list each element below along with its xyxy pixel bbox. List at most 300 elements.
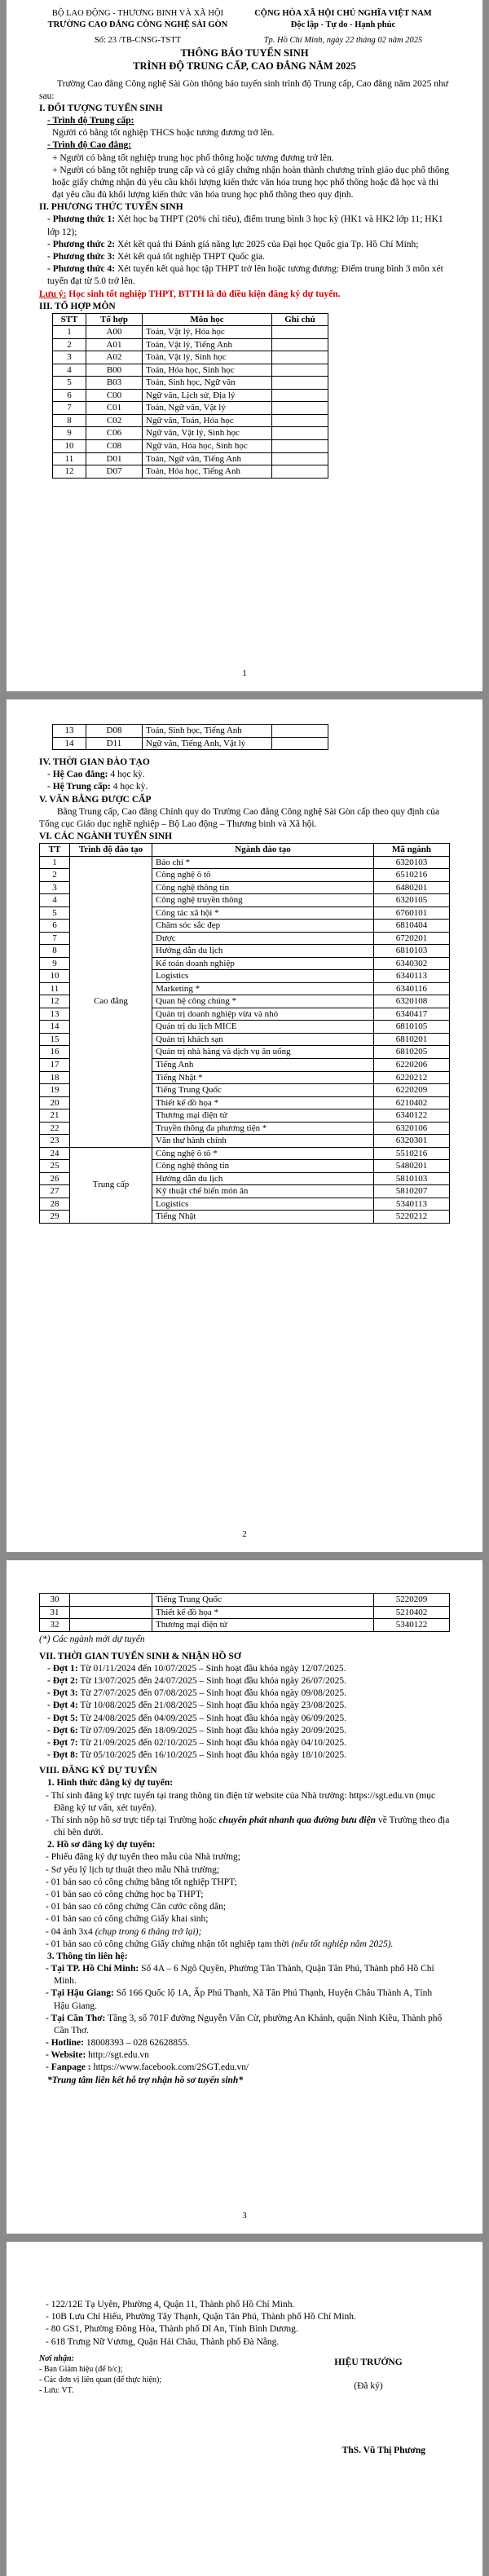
ministry-name: BỘ LAO ĐỘNG - THƯƠNG BINH VÀ XÃ HỘI [51, 9, 224, 18]
major-tt: 2 [40, 869, 70, 882]
section-3-heading: III. TỔ HỢP MÔN [39, 301, 116, 311]
round-label: - Đợt 3: [47, 1688, 78, 1699]
major-code: 6720201 [374, 932, 450, 945]
signer-title: HIỆU TRƯỞNG [334, 2357, 403, 2367]
list-item: - Phiếu đăng ký dự tuyển theo mẫu của Nhà trường; [46, 1852, 240, 1863]
major-code: 6320106 [374, 1122, 450, 1135]
method-2-label: - Phương thức 2: [47, 239, 116, 249]
major-level [70, 1606, 152, 1619]
table-row [53, 725, 328, 738]
combo-note [272, 737, 328, 750]
major-code: 6810201 [374, 1033, 450, 1046]
page-2 [7, 699, 482, 1552]
combo-note [272, 364, 328, 377]
major-code: 6320103 [374, 856, 450, 869]
major-code: 6320105 [374, 894, 450, 907]
round-text: Từ 05/10/2025 đến 16/10/2025 – Sinh hoạt đầu khóa ngày 18/10/2025. [77, 1750, 346, 1761]
round-label: - Đợt 8: [47, 1750, 78, 1761]
cao-dang-label: - Trình độ Cao đẳng: [47, 140, 132, 151]
table-row [53, 351, 328, 364]
round-text: Từ 10/08/2025 đến 21/08/2025 – Sinh hoạt đầu khóa ngày 23/08/2025. [77, 1700, 346, 1711]
combo-stt: 11 [53, 452, 86, 465]
school-name: TRƯỜNG CAO ĐẲNG CÔNG NGHỆ SÀI GÒN [47, 20, 228, 29]
dossier-cert-text: - 01 bản sao có công chứng Giấy chứng nhận tốt nghiệp tạm thời [46, 1939, 292, 1949]
major-name: Công nghệ ô tô * [152, 1147, 374, 1160]
table-row [40, 1594, 450, 1607]
combo-subjects: Toán, Hóa học, Sinh học [143, 364, 272, 377]
major-tt: 4 [40, 894, 70, 907]
col-level: Trình độ đào tạo [70, 844, 152, 857]
reg-method-heading: 1. Hình thức đăng ký dự tuyển: [47, 1778, 174, 1789]
contact-heading: 3. Thông tin liên hệ: [47, 1951, 128, 1961]
combo-stt: 14 [53, 737, 86, 750]
major-code: 6320301 [374, 1135, 450, 1148]
major-level [70, 1594, 152, 1607]
major-code: 6340113 [374, 970, 450, 983]
combo-stt: 6 [53, 389, 86, 402]
majors-table [39, 843, 450, 1223]
recipient-3: - Lưu: VT. [39, 2386, 74, 2396]
combo-code: C06 [86, 427, 143, 440]
major-tt: 6 [40, 920, 70, 933]
dossier-list [39, 1851, 450, 1925]
major-name: Tiếng Trung Quốc [152, 1084, 374, 1097]
list-item: - 01 bản sao có công chứng Giấy khai sinh; [46, 1914, 209, 1925]
major-tt: 20 [40, 1096, 70, 1109]
major-tt: 25 [40, 1160, 70, 1173]
combo-code: C00 [86, 389, 143, 402]
country-name: CỘNG HÒA XÃ HỘI CHỦ NGHĨA VIỆT NAM [254, 9, 432, 18]
duration-cd [39, 769, 450, 781]
round-text: Từ 21/09/2025 đến 02/10/2025 – Sinh hoạt đầu khóa ngày 04/10/2025. [77, 1737, 346, 1748]
table-row [53, 326, 328, 339]
major-level: Cao đẳng [70, 856, 152, 1147]
contact-text: http://sgt.edu.vn [86, 2050, 149, 2061]
method-3 [39, 251, 450, 263]
list-item: - 01 bản sao có công chứng Căn cước công dân; [46, 1902, 227, 1912]
major-tt: 17 [40, 1059, 70, 1072]
combo-note [272, 326, 328, 339]
list-item: - 10B Lưu Chí Hiếu, Phường Tây Thạnh, Quận Tân Phú, Thành phố Hồ Chí Minh. [46, 2312, 356, 2322]
admission-note [39, 289, 450, 301]
major-tt: 32 [40, 1619, 70, 1632]
major-name: Chăm sóc sắc đẹp [152, 920, 374, 933]
list-item [39, 2049, 450, 2062]
major-name: Dược [152, 932, 374, 945]
trung-cap-text: Người có bằng tốt nghiệp THCS hoặc tương đương trở lên. [52, 128, 275, 139]
major-code: 6480201 [374, 881, 450, 894]
intro-paragraph: Trường Cao đẳng Công nghệ Sài Gòn thông báo tuyển sinh trình độ Trung cấp, Cao đẳng năm 2025 như sau: [39, 78, 449, 101]
combo-code: C01 [86, 402, 143, 415]
major-tt: 3 [40, 881, 70, 894]
table-row [53, 377, 328, 390]
table-row [53, 389, 328, 402]
page-1 [7, 0, 482, 691]
major-tt: 29 [40, 1211, 70, 1224]
reg-offline-post: về Trường theo địa chỉ bên dưới. [54, 1815, 450, 1838]
combo-stt: 9 [53, 427, 86, 440]
major-tt: 19 [40, 1084, 70, 1097]
majors-table-cont [39, 1593, 450, 1632]
list-item [39, 1700, 450, 1712]
major-name: Tiếng Nhật [152, 1211, 374, 1224]
major-code: 5210402 [374, 1606, 450, 1619]
combo-stt: 3 [53, 351, 86, 364]
signed-status: (Đã ký) [354, 2380, 383, 2391]
col-stt: STT [53, 313, 86, 326]
list-item [39, 1963, 450, 1987]
contact-text: Tầng 3, số 701F đường Nguyễn Văn Cừ, phường An Khánh, quận Ninh Kiều, Thành phố Cần Thơ. [54, 2013, 443, 2036]
round-label: - Đợt 7: [47, 1737, 78, 1748]
major-code: 6760101 [374, 906, 450, 920]
major-level: Trung cấp [70, 1147, 152, 1223]
table-row [53, 402, 328, 415]
major-name: Hướng dẫn du lịch [152, 945, 374, 958]
combo-note [272, 725, 328, 738]
major-tt: 16 [40, 1046, 70, 1059]
reg-offline-pre: - Thí sinh nộp hồ sơ trực tiếp tại Trường hoặc [46, 1815, 219, 1825]
combo-subjects: Ngữ văn, Lịch sử, Địa lý [143, 389, 272, 402]
combo-stt: 5 [53, 377, 86, 390]
trung-cap-label: - Trình độ Trung cấp: [47, 116, 134, 126]
recipient-1: - Ban Giám hiệu (để b/c); [39, 2364, 123, 2374]
combo-note [272, 452, 328, 465]
list-item [39, 2062, 450, 2074]
section-5-heading: V. VĂN BẰNG ĐƯỢC CẤP [39, 794, 152, 805]
combo-note [272, 377, 328, 390]
combo-stt: 7 [53, 402, 86, 415]
major-tt: 24 [40, 1147, 70, 1160]
major-code: 5480201 [374, 1160, 450, 1173]
list-item [39, 1725, 450, 1737]
section-1-heading: I. ĐỐI TƯỢNG TUYỂN SINH [39, 103, 163, 113]
method-3-label: - Phương thức 3: [47, 251, 116, 262]
major-tt: 22 [40, 1122, 70, 1135]
major-name: Truyền thông đa phương tiện * [152, 1122, 374, 1135]
col-tt: TT [40, 844, 70, 857]
page-number: 3 [242, 2211, 247, 2221]
signature-block [39, 2353, 450, 2397]
table-row [53, 440, 328, 453]
combo-code: B03 [86, 377, 143, 390]
major-name: Kỹ thuật chế biến món ăn [152, 1185, 374, 1198]
combo-stt: 13 [53, 725, 86, 738]
dossier-photo [39, 1926, 450, 1939]
round-label: - Đợt 5: [47, 1713, 78, 1723]
major-name: Logistics [152, 970, 374, 983]
major-code: 6810105 [374, 1021, 450, 1034]
list-item [39, 1987, 450, 2012]
combo-subjects: Toán, Ngữ văn, Vật lý [143, 402, 272, 415]
contact-text: 18008393 – 028 62628855. [83, 2038, 190, 2049]
national-motto: Độc lập - Tự do - Hạnh phúc [290, 20, 396, 29]
major-name: Quản trị nhà hàng và dịch vụ ăn uống [152, 1046, 374, 1059]
combo-subjects: Toán, Sinh học, Ngữ văn [143, 377, 272, 390]
combo-stt: 10 [53, 440, 86, 453]
reg-offline-text [39, 1815, 450, 1839]
major-name: Công nghệ thông tin [152, 881, 374, 894]
major-code: 6340116 [374, 982, 450, 995]
major-code: 6810103 [374, 945, 450, 958]
major-code: 6340122 [374, 1109, 450, 1123]
combo-stt: 4 [53, 364, 86, 377]
major-tt: 11 [40, 982, 70, 995]
note-label: Lưu ý: [39, 289, 67, 299]
combo-stt: 2 [53, 338, 86, 351]
major-tt: 31 [40, 1606, 70, 1619]
major-tt: 10 [40, 970, 70, 983]
duration-tc [39, 781, 450, 793]
method-4 [39, 263, 450, 288]
col-mon-hoc: Môn học [143, 313, 272, 326]
major-tt: 13 [40, 1008, 70, 1021]
major-tt: 12 [40, 995, 70, 1008]
contact-label: - Tại Hậu Giang: [46, 1988, 114, 1999]
list-item [39, 2037, 450, 2049]
signer-name: ThS. Vũ Thị Phương [341, 2446, 425, 2456]
major-tt: 28 [40, 1198, 70, 1211]
dossier-heading: 2. Hồ sơ đăng ký dự tuyển: [47, 1840, 156, 1850]
round-text: Từ 13/07/2025 đến 24/07/2025 – Sinh hoạt đầu khóa ngày 26/07/2025. [77, 1676, 346, 1687]
combo-code: D11 [86, 737, 143, 750]
table-row [40, 1147, 450, 1160]
majors-footnote: (*) Các ngành mới dự tuyển [39, 1634, 145, 1644]
section-8-heading: VIII. ĐĂNG KÝ DỰ TUYỂN [39, 1766, 157, 1776]
title-line-1: THÔNG BÁO TUYỂN SINH [180, 46, 309, 59]
contact-list [39, 1963, 450, 2075]
page-number: 2 [242, 1529, 247, 1540]
list-item: - 80 GS1, Phường Đông Hòa, Thành phố Dĩ An, Tỉnh Bình Dương. [46, 2324, 298, 2335]
combo-code: B00 [86, 364, 143, 377]
combo-subjects: Toán, Vật lý, Hóa học [143, 326, 272, 339]
rounds-list [39, 1663, 450, 1762]
round-text: Từ 01/11/2024 đến 10/07/2025 – Sinh hoạt đầu khóa ngày 12/07/2025. [77, 1663, 346, 1674]
table-row [53, 427, 328, 440]
major-code: 6220212 [374, 1071, 450, 1084]
major-code: 6220209 [374, 1084, 450, 1097]
major-name: Kế toán doanh nghiệp [152, 957, 374, 970]
contact-label: - Fanpage : [46, 2062, 91, 2073]
list-item: - Sơ yếu lý lịch tự thuật theo mẫu Nhà trường; [46, 1864, 220, 1875]
subject-combo-table [52, 313, 328, 479]
page-number: 1 [242, 668, 247, 679]
table-row [53, 465, 328, 479]
section-6-heading: VI. CÁC NGÀNH TUYỂN SINH [39, 831, 173, 842]
table-row [53, 452, 328, 465]
major-name: Văn thư hành chính [152, 1135, 374, 1148]
round-text: Từ 07/09/2025 đến 18/09/2025 – Sinh hoạt đầu khóa ngày 20/09/2025. [77, 1725, 346, 1736]
combo-note [272, 389, 328, 402]
partner-addresses [39, 2299, 450, 2349]
major-name: Tiếng Anh [152, 1059, 374, 1072]
round-label: - Đợt 2: [47, 1676, 78, 1687]
document-date: Tp. Hồ Chí Minh, ngày 22 tháng 02 năm 2025 [263, 35, 423, 45]
major-name: Tiếng Nhật * [152, 1071, 374, 1084]
major-code: 6220206 [374, 1059, 450, 1072]
major-name: Hướng dẫn du lịch [152, 1172, 374, 1185]
contact-text: https://www.facebook.com/2SGT.edu.vn/ [90, 2062, 249, 2073]
major-tt: 30 [40, 1594, 70, 1607]
major-code: 6340302 [374, 957, 450, 970]
major-name: Quan hệ công chúng * [152, 995, 374, 1008]
recipient-2: - Các đơn vị liên quan (để thực hiện); [39, 2375, 162, 2385]
combo-stt: 12 [53, 465, 86, 479]
reg-online-text: - Thí sinh đăng ký trực tuyến tại trang thông tin điện tử website của Nhà trường: https://sgt.edu.vn (mục Đăng ký tư vấn, xét tuyển). [46, 1790, 436, 1813]
combo-stt: 8 [53, 414, 86, 427]
combo-code: D07 [86, 465, 143, 479]
combo-subjects: Ngữ văn, Vật lý, Sinh học [143, 427, 272, 440]
list-item: - 01 bản sao có công chứng học bạ THPT; [46, 1889, 204, 1899]
major-name: Công nghệ truyền thông [152, 894, 374, 907]
document-header [39, 8, 450, 46]
method-1-text: Xét học bạ THPT (20% chỉ tiêu), điểm trung bình 3 học kỳ (HK1 và HK2 lớp 11; HK1 lớp 12); [47, 214, 443, 237]
note-text: Học sinh tốt nghiệp THPT, BTTH là đủ điều kiện đăng ký dự tuyển. [66, 289, 341, 299]
major-tt: 26 [40, 1172, 70, 1185]
round-text: Từ 24/08/2025 đến 04/09/2025 – Sinh hoạt đầu khóa ngày 06/09/2025. [77, 1713, 346, 1723]
method-3-text: Xét kết quả tốt nghiệp THPT Quốc gia. [115, 251, 265, 262]
major-code: 6340417 [374, 1008, 450, 1021]
major-tt: 8 [40, 945, 70, 958]
combo-code: D01 [86, 452, 143, 465]
list-item: - 618 Trưng Nữ Vương, Quận Hải Châu, Thành phố Đà Nẵng. [46, 2336, 280, 2347]
combo-note [272, 351, 328, 364]
major-name: Quản trị khách sạn [152, 1033, 374, 1046]
table-row [53, 364, 328, 377]
contact-label: - Tại Cần Thơ: [46, 2013, 106, 2023]
major-tt: 14 [40, 1021, 70, 1034]
table-row [53, 338, 328, 351]
major-code: 6210402 [374, 1096, 450, 1109]
cao-dang-text-2: + Người có bằng tốt nghiệp trung cấp và có giấy chứng nhận hoàn thành chương trình giáo dục phổ thông hoặc giấy chứng nhận đủ yêu cầu khối lượng kiến thức văn hóa trung học phổ thông hoặc đã học và thi đạt yêu cầu đủ khối lượng kiến thức văn hóa trung học phổ thông theo quy định. [52, 165, 450, 201]
round-label: - Đợt 4: [47, 1700, 78, 1711]
major-code: 5340113 [374, 1198, 450, 1211]
major-tt: 18 [40, 1071, 70, 1084]
cao-dang-text-1: + Người có bằng tốt nghiệp trung học phổ thông hoặc tương đương trở lên. [52, 152, 334, 163]
major-tt: 9 [40, 957, 70, 970]
major-name: Thương mại điện tử [152, 1109, 374, 1123]
major-code: 6320108 [374, 995, 450, 1008]
title-line-2: TRÌNH ĐỘ TRUNG CẤP, CAO ĐẲNG NĂM 2025 [133, 60, 356, 73]
combo-code: A01 [86, 338, 143, 351]
major-name: Thiết kế đồ họa * [152, 1606, 374, 1619]
subject-combo-table-cont [52, 724, 328, 750]
major-tt: 23 [40, 1135, 70, 1148]
combo-code: D08 [86, 725, 143, 738]
table-row [53, 414, 328, 427]
degree-text: Bằng Trung cấp, Cao đẳng Chính quy do Trường Cao đẳng Công nghệ Sài Gòn cấp theo quy định của Tổng cục Giáo dục nghề nghiệp – Bộ Lao động – Thương binh và Xã hội. [39, 806, 440, 829]
partner-centers-heading: *Trung tâm liên kết hỗ trợ nhận hồ sơ tuyển sinh* [47, 2075, 244, 2085]
list-item [39, 1675, 450, 1687]
method-4-label: - Phương thức 4: [47, 264, 116, 275]
combo-note [272, 440, 328, 453]
method-2 [39, 239, 450, 251]
reg-offline-emph: chuyển phát nhanh qua đường bưu điện [218, 1815, 377, 1825]
contact-text: Số 166 Quốc lộ 1A, Ấp Phú Thạnh, Xã Tân Phú Thạnh, Huyện Châu Thành A, Tỉnh Hậu Giang. [54, 1988, 433, 2011]
major-tt: 5 [40, 906, 70, 920]
section-2-heading: II. PHƯƠNG THỨC TUYỂN SINH [39, 202, 183, 213]
round-label: - Đợt 6: [47, 1725, 78, 1736]
list-item: - 122/12E Tạ Uyên, Phường 4, Quận 11, Thành phố Hồ Chí Minh. [46, 2300, 295, 2309]
combo-code: C08 [86, 440, 143, 453]
duration-cd-label: - Hệ Cao đẳng: [47, 770, 108, 780]
major-code: 6810404 [374, 920, 450, 933]
combo-subjects: Toán, Hóa học, Tiếng Anh [143, 465, 272, 479]
duration-tc-value: 4 học kỳ. [110, 782, 148, 792]
major-level [70, 1619, 152, 1632]
dossier-cert [39, 1939, 450, 1951]
table-row [40, 856, 450, 869]
table-row [40, 1606, 450, 1619]
list-item: - 01 bản sao có công chứng bằng tốt nghiệp THPT; [46, 1877, 237, 1887]
major-name: Công tác xã hội * [152, 906, 374, 920]
major-code: 6810205 [374, 1046, 450, 1059]
dossier-photo-text: - 04 ảnh 3x4 [46, 1926, 95, 1937]
combo-code: A00 [86, 326, 143, 339]
table-row [53, 737, 328, 750]
duration-cd-value: 4 học kỳ. [108, 770, 145, 780]
dossier-photo-note: (chụp trong 6 tháng trở lại); [95, 1926, 202, 1937]
major-code: 5810103 [374, 1172, 450, 1185]
major-name: Tiếng Trung Quốc [152, 1594, 374, 1607]
major-tt: 21 [40, 1109, 70, 1123]
section-7-heading: VII. THỜI GIAN TUYỂN SINH & NHẬN HỒ SƠ [39, 1651, 241, 1661]
major-code: 5340122 [374, 1619, 450, 1632]
major-name: Marketing * [152, 982, 374, 995]
list-item [39, 1749, 450, 1762]
col-ghi-chu: Ghi chú [272, 313, 328, 326]
document-number: Số: 23 /TB-CNSG-TSTT [94, 35, 182, 45]
list-item [39, 1663, 450, 1675]
combo-note [272, 427, 328, 440]
major-name: Công nghệ thông tin [152, 1160, 374, 1173]
dossier-cert-note: (nếu tốt nghiệp năm 2025). [291, 1939, 394, 1949]
combo-code: C02 [86, 414, 143, 427]
major-name: Quản trị du lịch MICE [152, 1021, 374, 1034]
contact-text: Số 4A – 6 Ngô Quyền, Phường Tân Thành, Quận Tân Phú, Thành phố Hồ Chí Minh. [54, 1964, 434, 1987]
round-label: - Đợt 1: [47, 1663, 78, 1674]
contact-label: - Website: [46, 2050, 86, 2061]
major-tt: 7 [40, 932, 70, 945]
table-row [40, 1619, 450, 1632]
major-name: Logistics [152, 1198, 374, 1211]
combo-subjects: Ngữ văn, Hóa học, Sinh học [143, 440, 272, 453]
major-tt: 1 [40, 856, 70, 869]
combo-subjects: Toán, Vật lý, Tiếng Anh [143, 338, 272, 351]
major-tt: 27 [40, 1185, 70, 1198]
combo-note [272, 414, 328, 427]
list-item [39, 1737, 450, 1749]
combo-subjects: Toán, Vật lý, Sinh học [143, 351, 272, 364]
duration-tc-label: - Hệ Trung cấp: [47, 782, 111, 792]
combo-subjects: Ngữ văn, Tiếng Anh, Vật lý [143, 737, 272, 750]
combo-code: A02 [86, 351, 143, 364]
col-code: Mã ngành [374, 844, 450, 857]
major-code: 6510216 [374, 869, 450, 882]
major-tt: 15 [40, 1033, 70, 1046]
list-item [39, 2013, 450, 2037]
page-4 [7, 2242, 482, 2576]
recipients-title: Nơi nhận: [39, 2353, 74, 2363]
col-major: Ngành đào tạo [152, 844, 374, 857]
method-1 [39, 214, 450, 238]
major-name: Báo chí * [152, 856, 374, 869]
major-name: Thiết kế đồ họa * [152, 1096, 374, 1109]
major-name: Công nghệ ô tô [152, 869, 374, 882]
combo-stt: 1 [53, 326, 86, 339]
list-item [39, 1713, 450, 1725]
combo-note [272, 402, 328, 415]
contact-label: - Hotline: [46, 2038, 84, 2049]
